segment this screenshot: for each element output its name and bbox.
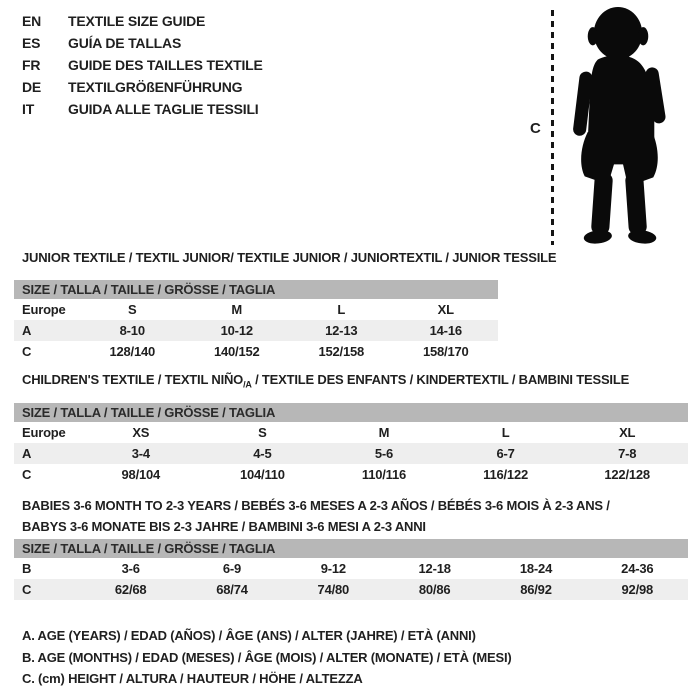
children-title-sub: /A [243,379,252,390]
row-label: C [22,582,32,597]
size-header-bar: SIZE / TALLA / TAILLE / GRÖSSE / TAGLIA [14,539,688,558]
height-cell: 92/98 [621,582,654,597]
age-cell: 14-16 [429,323,462,338]
age-cell: 12-13 [325,323,358,338]
junior-table [14,280,498,362]
row-label: C [22,467,32,482]
table-row-age [14,443,688,464]
age-cell: 3-4 [131,446,150,461]
size-header-bar: SIZE / TALLA / TAILLE / GRÖSSE / TAGLIA [14,403,688,422]
age-cell: 5-6 [374,446,394,461]
row-label: Europe [22,302,66,317]
height-cell: 122/128 [604,467,650,482]
language-row-es [22,32,263,54]
height-cell: 80/86 [418,582,451,597]
babies-title-line1: BABIES 3-6 MONTH TO 2-3 YEARS / BEBÉS 3-6 MESES A 2-3 AÑOS / BÉBÉS 3-6 MOIS À 2-3 ANS / [22,498,610,513]
language-list [22,10,263,120]
height-cell: 62/68 [114,582,147,597]
height-cell: 104/110 [239,467,285,482]
footnote-age-years: A. AGE (YEARS) / EDAD (AÑOS) / ÂGE (ANS) / ALTER (JAHRE) / ETÀ (ANNI) [22,628,476,643]
size-cell: XL [437,302,454,317]
table-row-height [14,341,498,362]
size-cell: L [501,425,510,440]
height-cell: 128/140 [109,344,156,359]
language-label: TEXTILE SIZE GUIDE [68,13,206,29]
table-row-europe [14,422,688,443]
footnotes [22,625,512,690]
size-header-bar: SIZE / TALLA / TAILLE / GRÖSSE / TAGLIA [14,280,498,299]
months-cell: 3-6 [121,561,140,576]
height-cell: 158/170 [422,344,469,359]
months-cell: 9-12 [320,561,346,576]
language-label: TEXTILGRÖßENFÜHRUNG [68,79,243,95]
junior-table-title: JUNIOR TEXTILE / TEXTIL JUNIOR/ TEXTILE JUNIOR / JUNIORTEXTIL / JUNIOR TESSILE [22,250,557,265]
children-table-title [22,372,629,390]
height-cell: 74/80 [317,582,350,597]
language-code: DE [22,79,42,95]
babies-table [14,539,688,600]
children-title-text: / TEXTILE DES ENFANTS / KINDERTEXTIL / BAMBINI TESSILE [251,372,630,387]
row-label: A [22,323,32,338]
babies-table-title [22,495,610,537]
age-cell: 8-10 [119,323,145,338]
footnote-height-cm: C. (cm) HEIGHT / ALTURA / HAUTEUR / HÖHE / ALTEZZA [22,671,363,686]
height-cell: 152/158 [318,344,365,359]
age-cell: 7-8 [618,446,637,461]
language-label: GUIDA ALLE TAGLIE TESSILI [68,101,259,117]
language-code: EN [22,13,42,29]
children-title-text: CHILDREN'S TEXTILE / TEXTIL NIÑO [22,372,244,387]
height-cell: 140/152 [213,344,260,359]
language-code: ES [22,35,41,51]
language-code: FR [22,57,41,73]
height-measure-dashed-line [551,10,554,245]
size-cell: M [378,425,390,440]
language-row-de [22,76,263,98]
size-cell: XS [132,425,150,440]
height-cell: 116/122 [483,467,529,482]
row-label: A [22,446,32,461]
language-row-it [22,98,263,120]
age-cell: 10-12 [220,323,253,338]
months-cell: 12-18 [418,561,451,576]
table-row-months [14,558,688,579]
row-label: C [22,344,32,359]
children-table [14,403,688,485]
height-cell: 98/104 [121,467,161,482]
height-cell: 68/74 [216,582,248,597]
size-cell: S [258,425,267,440]
height-cell: 110/116 [361,467,407,482]
row-label: B [22,561,32,576]
table-row-europe [14,299,498,320]
row-label: Europe [22,425,66,440]
footnote-age-months: B. AGE (MONTHS) / EDAD (MESES) / ÂGE (MOIS) / ALTER (MONATE) / ETÀ (MESI) [22,649,512,665]
table-row-age [14,320,498,341]
table-row-height [14,579,688,600]
size-cell: XL [619,425,636,440]
size-cell: L [337,302,346,317]
size-cell: M [231,302,243,317]
language-code: IT [22,101,35,117]
months-cell: 18-24 [519,561,553,576]
babies-title-line2: BABYS 3-6 MONATE BIS 2-3 JAHRE / BAMBINI 3-6 MESI A 2-3 ANNI [22,519,426,534]
height-measure-label: C [530,120,541,137]
age-cell: 6-7 [496,446,515,461]
months-cell: 6-9 [222,561,242,576]
language-label: GUIDE DES TAILLES TEXTILE [68,57,263,73]
height-cell: 86/92 [520,582,552,597]
table-row-height [14,464,688,485]
toddler-silhouette-icon [561,5,675,247]
age-cell: 4-5 [253,446,272,461]
language-row-en [22,10,263,32]
language-label: GUÍA DE TALLAS [68,35,182,51]
size-cell: S [128,302,137,317]
language-row-fr [22,54,263,76]
months-cell: 24-36 [621,561,654,576]
